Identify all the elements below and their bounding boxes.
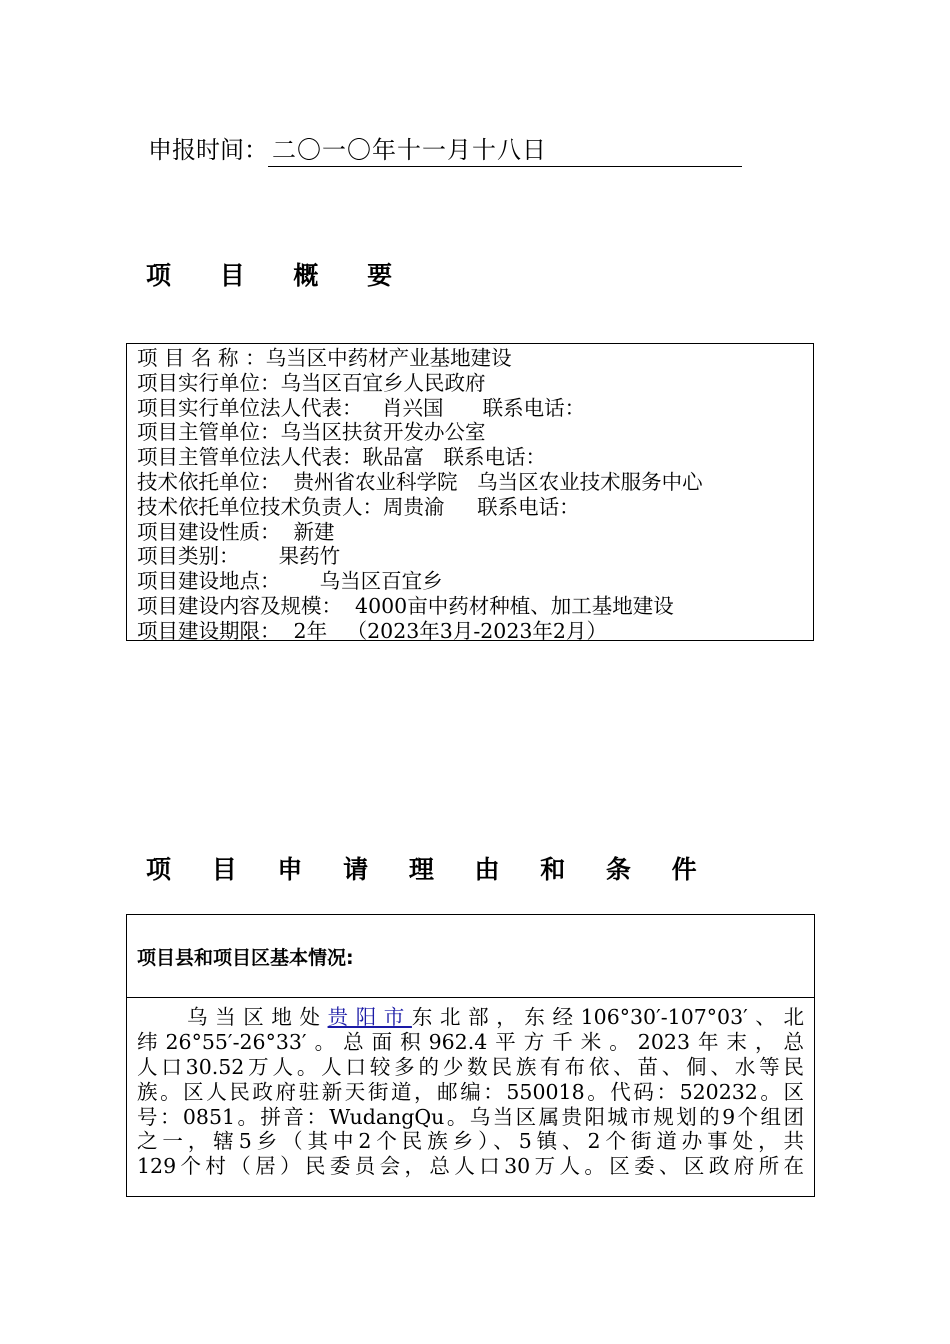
declaration-date-label: 申报时间：: [148, 136, 268, 164]
county-situation-subheading: [127, 915, 814, 998]
body-text-segment: 东北部，东经106°30′-107°03′、北: [411, 1005, 804, 1029]
project-overview-box: [126, 343, 814, 641]
project-overview-heading: 项 目 概 要: [146, 261, 413, 290]
overview-row-implementing-unit: 项目实行单位：乌当区百宜乡人民政府: [137, 370, 486, 395]
county-situation-body: [127, 998, 814, 1179]
body-line: 129个村（居）民委员会，总人口30万人。区委、区政府所在: [137, 1154, 804, 1179]
application-reasons-heading: 项 目 申 请 理 由 和 条 件: [146, 855, 713, 884]
overview-row-technical-lead: 技术依托单位技术负责人：周贵渝 联系电话：: [137, 494, 580, 519]
declaration-date-line: [148, 132, 742, 168]
guiyang-link[interactable]: 贵阳市: [327, 1005, 412, 1029]
application-reasons-table: [126, 914, 815, 1197]
overview-row-supervising-unit: 项目主管单位：乌当区扶贫开发办公室: [137, 420, 486, 445]
declaration-date-value: 二〇一〇年十一月十八日: [268, 134, 742, 167]
overview-row-construction-nature: 项目建设性质： 新建: [137, 519, 335, 544]
overview-row-project-name: 项 目 名 称 ：乌当区中药材产业基地建设: [137, 346, 512, 370]
body-text-segment: 乌当区地处: [187, 1005, 328, 1029]
body-line: [137, 1005, 804, 1030]
overview-row-supervising-representative: 项目主管单位法人代表：耿品富 联系电话：: [137, 445, 547, 470]
overview-row-construction-scale: 项目建设内容及规模： 4000亩中药材种植、加工基地建设: [137, 593, 674, 618]
body-line: 纬26°55′-26°33′。总面积962.4平方千米。2023年末，总: [137, 1029, 804, 1054]
county-situation-subheading-text: 项目县和项目区基本情况:: [137, 946, 354, 969]
overview-row-construction-period: 项目建设期限： 2年 （2023年3月-2023年2月）: [137, 618, 607, 643]
overview-row-project-category: 项目类别： 果药竹: [137, 544, 341, 569]
overview-row-implementing-representative: 项目实行单位法人代表： 肖兴国 联系电话：: [137, 395, 586, 420]
overview-row-construction-location: 项目建设地点： 乌当区百宜乡: [137, 569, 443, 594]
overview-row-technical-support-unit: 技术依托单位： 贵州省农业科学院 乌当区农业技术服务中心: [137, 469, 703, 494]
body-line: 之一，辖5乡（其中2个民族乡）、5镇、2个街道办事处，共: [137, 1129, 804, 1154]
body-line: 人口30.52万人。人口较多的少数民族有布依、苗、侗、水等民: [137, 1054, 804, 1079]
body-line: 族。区人民政府驻新天街道，邮编：550018。代码：520232。区: [137, 1079, 804, 1104]
body-line: 号：0851。拼音：WudangQu。乌当区属贵阳城市规划的9个组团: [137, 1104, 804, 1129]
